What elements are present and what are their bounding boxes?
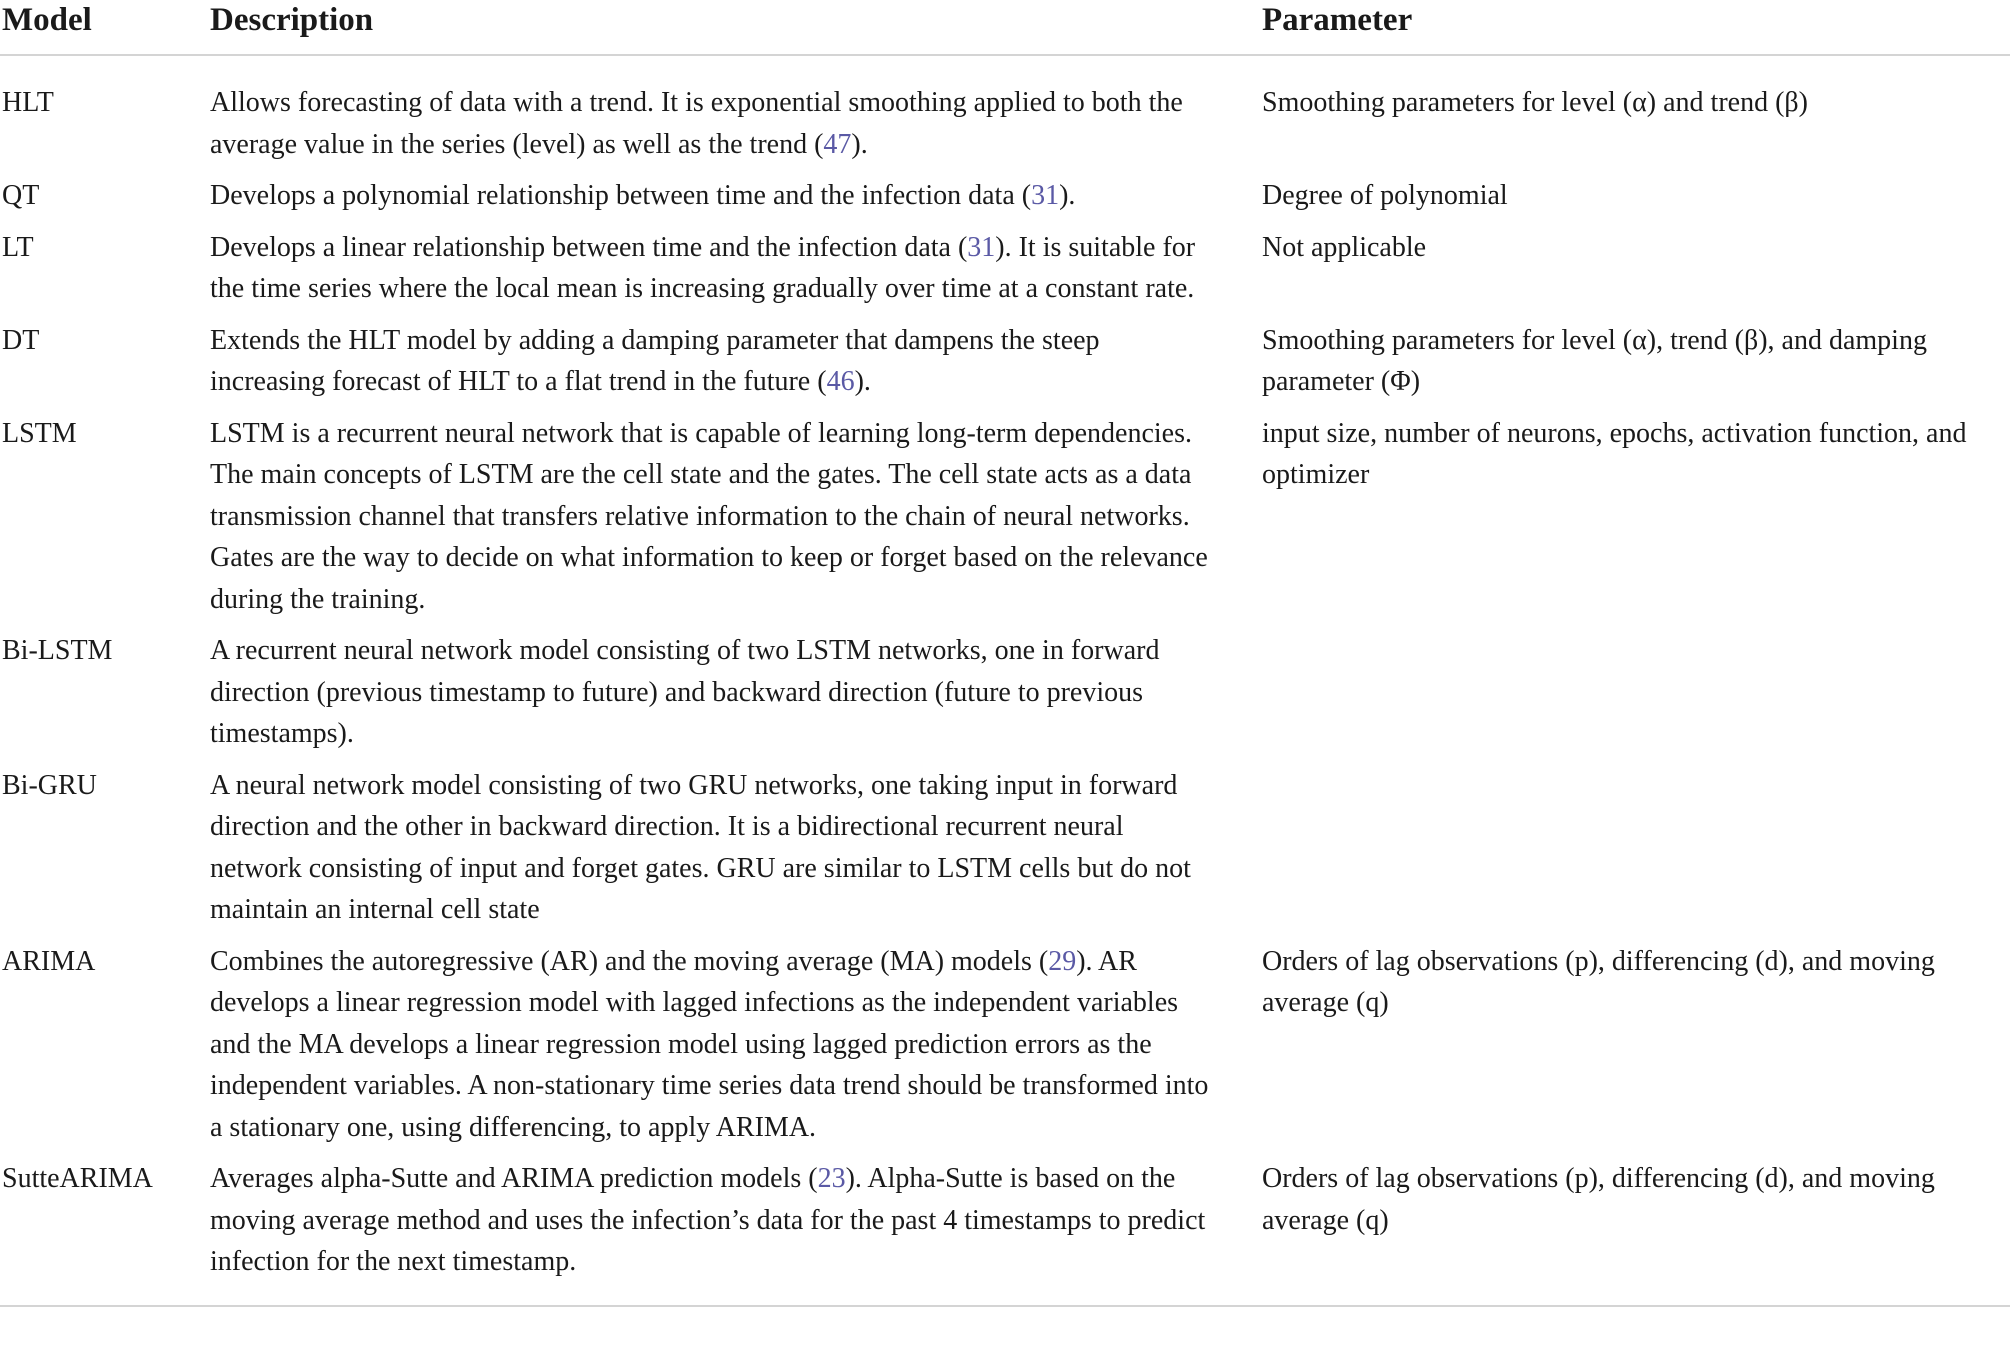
- table-header: [0, 0, 2010, 55]
- model-cell: ARIMA: [2, 945, 96, 977]
- description-text: Combines the autoregressive (AR) and the moving average (MA) models (: [210, 945, 1049, 977]
- description-text: Develops a linear relationship between time and the infection data (: [210, 231, 968, 263]
- description-text: ). AR develops a linear regression model with lagged infections as the independent variables and the MA develops a linear regression model using lagged prediction errors as the independent variables. A non-stationary time series data trend should be transformed into a stationary one, using differencing, to apply ARIMA.: [210, 945, 1209, 1143]
- description-text: Averages alpha-Sutte and ARIMA prediction models (: [210, 1163, 818, 1194]
- description-cell: [210, 413, 1262, 631]
- header-row: [0, 0, 2010, 55]
- citation-link[interactable]: 31: [1031, 180, 1060, 211]
- table-row: [0, 320, 2010, 413]
- citation-link[interactable]: 31: [967, 231, 996, 263]
- description-text: A recurrent neural network model consisting of two LSTM networks, one in forward direction (previous timestamp to future) and backward direction (future to previous timestamps).: [210, 635, 1160, 749]
- description-text: Allows forecasting of data with a trend. It is exponential smoothing applied to both the average value in the series (level) as well as the trend (: [210, 87, 1183, 160]
- table-body: [0, 55, 2010, 1306]
- table-row: [0, 941, 2010, 1159]
- description-text: LSTM is a recurrent neural network that is capable of learning long-term dependencies. The main concepts of LSTM are the cell state and the gates. The cell state acts as a data transmission channel that transfers relative information to the chain of neural networks. Gates are the way to decide on what information to keep or forget based on the relevance during the training.: [210, 417, 1208, 615]
- table-row: [0, 1158, 2010, 1306]
- parameter-cell: [1262, 630, 2010, 765]
- description-text: ). Alpha-Sutte is based on the moving average method and uses the infection’s data for the past 4 timestamps to predict infection for the next timestamp.: [210, 1163, 1206, 1277]
- description-cell: [210, 227, 1262, 320]
- description-cell: [210, 320, 1262, 413]
- citation-link[interactable]: 46: [826, 366, 855, 397]
- description-text: ). It is suitable for the time series where the local mean is increasing gradually over time at a constant rate.: [210, 231, 1196, 304]
- description-cell: [210, 941, 1262, 1159]
- model-cell: Bi-GRU: [2, 769, 97, 801]
- description-text: ).: [854, 366, 871, 397]
- table-row: [0, 55, 2010, 175]
- table-row: [0, 175, 2010, 227]
- description-text: A neural network model consisting of two GRU networks, one taking input in forward direction and the other in backward direction. It is a bidirectional recurrent neural network consisting of input and forget gates. GRU are similar to LSTM cells but do not maintain an internal cell state: [210, 769, 1191, 925]
- table-row: [0, 765, 2010, 941]
- model-cell: DT: [2, 324, 40, 356]
- description-cell: [210, 55, 1262, 175]
- header-parameter: Parameter: [1262, 0, 2010, 55]
- citation-link[interactable]: 47: [823, 128, 852, 160]
- citation-link[interactable]: 23: [817, 1163, 846, 1194]
- table-row: [0, 630, 2010, 765]
- header-model: Model: [0, 0, 210, 55]
- parameter-cell: Smoothing parameters for level (α) and trend (β): [1262, 87, 1808, 118]
- model-cell: SutteARIMA: [0, 1158, 210, 1306]
- table-row: [0, 227, 2010, 320]
- model-cell: Bi-LSTM: [2, 635, 113, 666]
- description-cell: [210, 1158, 1262, 1306]
- model-cell: LSTM: [2, 417, 77, 449]
- table-row: [0, 413, 2010, 631]
- description-cell: [210, 175, 1262, 227]
- description-cell: [210, 630, 1262, 765]
- parameter-cell: Orders of lag observations (p), differencing (d), and moving average (q): [1262, 945, 1935, 1018]
- description-text: ).: [851, 128, 868, 160]
- model-cell: QT: [2, 180, 40, 211]
- citation-link[interactable]: 29: [1048, 945, 1077, 977]
- description-text: Develops a polynomial relationship between time and the infection data (: [210, 180, 1032, 211]
- description-text: Extends the HLT model by adding a damping parameter that dampens the steep increasing forecast of HLT to a flat trend in the future (: [210, 324, 1100, 397]
- parameter-cell: [1262, 765, 2010, 941]
- parameter-cell: input size, number of neurons, epochs, activation function, and optimizer: [1262, 417, 1967, 490]
- parameter-cell: Orders of lag observations (p), differencing (d), and moving average (q): [1262, 1158, 2010, 1306]
- description-cell: [210, 765, 1262, 941]
- model-cell: HLT: [2, 87, 54, 118]
- description-text: ).: [1059, 180, 1076, 211]
- header-description: Description: [210, 0, 1262, 55]
- parameter-cell: Not applicable: [1262, 231, 1427, 263]
- parameter-cell: Smoothing parameters for level (α), trend (β), and damping parameter (Φ): [1262, 324, 1927, 397]
- parameter-cell: Degree of polynomial: [1262, 180, 1508, 211]
- model-cell: LT: [2, 231, 34, 263]
